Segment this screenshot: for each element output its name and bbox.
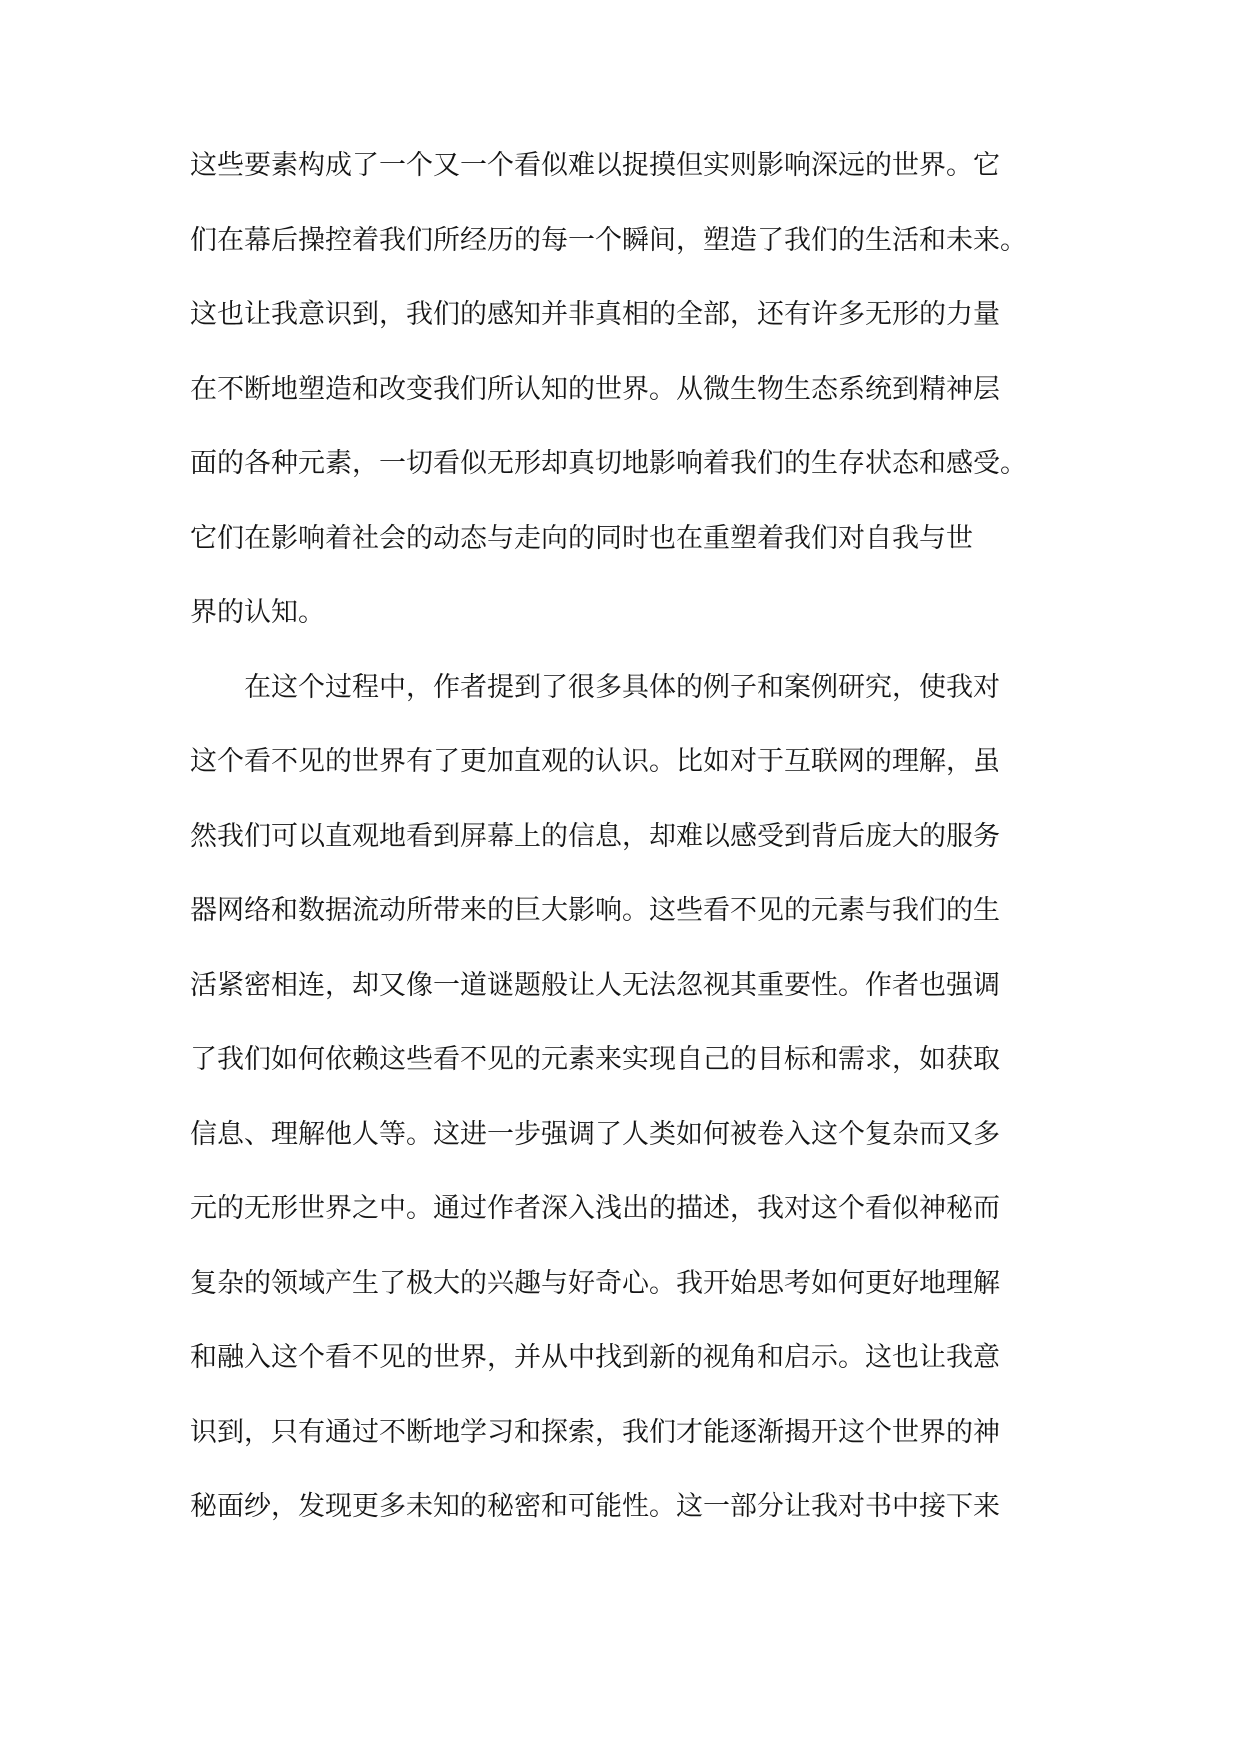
paragraph-1-line-4: 在不断地塑造和改变我们所认知的世界。从微生物生态系统到精神层 <box>190 373 1000 405</box>
paragraph-1-line-3: 这也让我意识到，我们的感知并非真相的全部，还有许多无形的力量 <box>190 299 1000 330</box>
paragraph-2-line-4: 器网络和数据流动所带来的巨大影响。这些看不见的元素与我们的生 <box>190 895 1000 926</box>
paragraph-1-line-1: 这些要素构成了一个又一个看似难以捉摸但实则影响深远的世界。它 <box>190 150 1000 181</box>
paragraph-2-line-7: 信息、理解他人等。这进一步强调了人类如何被卷入这个复杂而又多 <box>190 1118 1000 1150</box>
paragraph-2-line-13 <box>190 1564 1070 1600</box>
paragraph-1-line-5: 面的各种元素，一切看似无形却真切地影响着我们的生存状态和感受。 <box>190 448 1027 479</box>
paragraph-2-line-2: 这个看不见的世界有了更加直观的认识。比如对于互联网的理解，虽 <box>190 746 1000 777</box>
paragraph-2-line-3: 然我们可以直观地看到屏幕上的信息，却难以感受到背后庞大的服务 <box>190 820 1000 852</box>
paragraph-1-line-6: 它们在影响着社会的动态与走向的同时也在重塑着我们对自我与世 <box>190 522 973 554</box>
paragraph-2-line-10: 和融入这个看不见的世界，并从中找到新的视角和启示。这也让我意 <box>190 1342 1000 1373</box>
paragraph-1-line-2: 们在幕后操控着我们所经历的每一个瞬间，塑造了我们的生活和未来。 <box>190 224 1027 256</box>
paragraph-2-line-8: 元的无形世界之中。通过作者深入浅出的描述，我对这个看似神秘而 <box>190 1193 1000 1224</box>
paragraph-2-line-9: 复杂的领域产生了极大的兴趣与好奇心。我开始思考如何更好地理解 <box>190 1267 1000 1299</box>
paragraph-2-line-12: 秘面纱，发现更多未知的秘密和可能性。这一部分让我对书中接下来 <box>190 1491 1000 1522</box>
paragraph-2-line-1: 在这个过程中，作者提到了很多具体的例子和案例研究，使我对 <box>244 671 1000 703</box>
paragraph-2-line-5: 活紧密相连，却又像一道谜题般让人无法忽视其重要性。作者也强调 <box>190 969 1000 1001</box>
paragraph-2-line-6: 了我们如何依赖这些看不见的元素来实现自己的目标和需求，如获取 <box>190 1044 1000 1075</box>
body-text <box>190 148 1070 1638</box>
paragraph-2-line-11: 识到，只有通过不断地学习和探索，我们才能逐渐揭开这个世界的神 <box>190 1416 1000 1448</box>
paragraph-1-line-7: 界的认知。 <box>190 597 325 628</box>
